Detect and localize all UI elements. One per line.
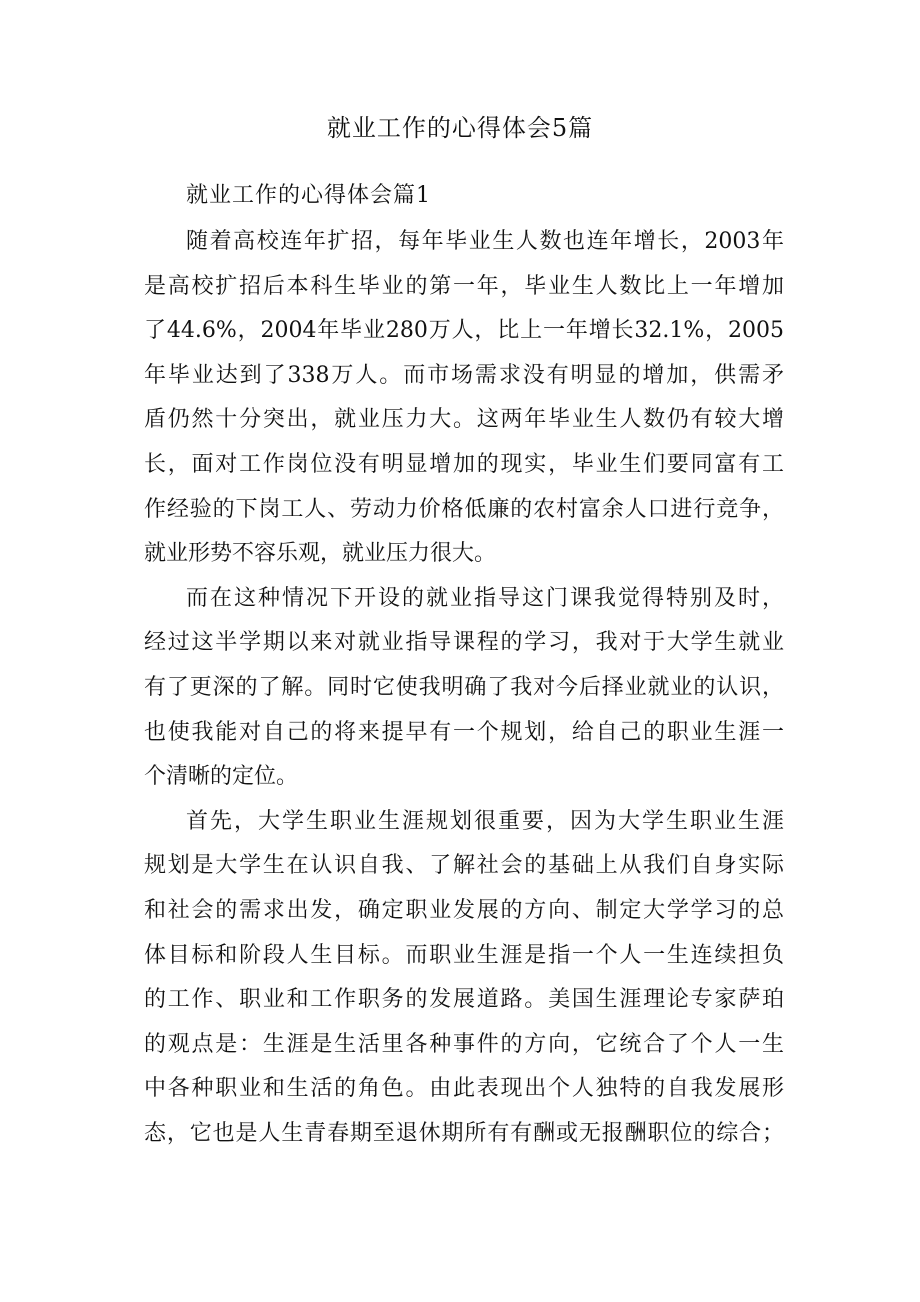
document-title: 就业工作的心得体会5篇 xyxy=(326,114,594,142)
text-line: 而在这种情况下开设的就业指导这门课我觉得特别及时， xyxy=(186,585,784,611)
text-line: 就业形势不容乐观，就业压力很大。 xyxy=(144,541,497,567)
text-line: 规划是大学生在认识自我、了解社会的基础上从我们自身实际 xyxy=(144,853,784,879)
text-line: 态，它也是人生青春期至退休期所有有酬或无报酬职位的综合； xyxy=(144,1120,784,1146)
paragraph-3 xyxy=(144,800,784,1157)
paragraph-1 xyxy=(144,220,784,577)
text-line: 盾仍然十分突出，就业压力大。这两年毕业生人数仍有较大增 xyxy=(144,407,784,433)
text-line: 长，面对工作岗位没有明显增加的现实，毕业生们要同富有工 xyxy=(144,451,784,477)
text-line: 体目标和阶段人生目标。而职业生涯是指一个人一生连续担负 xyxy=(144,942,784,968)
text-line: 的观点是：生涯是生活里各种事件的方向，它统合了个人一生 xyxy=(144,1031,784,1057)
paragraph-2 xyxy=(144,577,784,800)
document-body xyxy=(144,220,784,1156)
text-line: 中各种职业和生活的角色。由此表现出个人独特的自我发展形 xyxy=(144,1076,784,1102)
text-line: 作经验的下岗工人、劳动力价格低廉的农村富余人口进行竞争， xyxy=(144,496,784,522)
text-line: 了44.6%，2004年毕业280万人，比上一年增长32.1%，2005 xyxy=(144,318,784,344)
text-line: 有了更深的了解。同时它使我明确了我对今后择业就业的认识， xyxy=(144,674,784,700)
section-heading: 就业工作的心得体会篇1 xyxy=(186,183,431,208)
text-line: 是高校扩招后本科生毕业的第一年，毕业生人数比上一年增加 xyxy=(144,273,784,299)
text-line: 也使我能对自己的将来提早有一个规划，给自己的职业生涯一 xyxy=(144,719,784,745)
text-line: 的工作、职业和工作职务的发展道路。美国生涯理论专家萨珀 xyxy=(144,987,784,1013)
text-line: 首先，大学生职业生涯规划很重要，因为大学生职业生涯 xyxy=(186,808,784,834)
text-line: 经过这半学期以来对就业指导课程的学习，我对于大学生就业 xyxy=(144,630,784,656)
text-line: 和社会的需求出发，确定职业发展的方向、制定大学学习的总 xyxy=(144,897,784,923)
text-line: 个清晰的定位。 xyxy=(144,764,299,790)
text-line: 随着高校连年扩招，每年毕业生人数也连年增长，2003年 xyxy=(186,229,784,254)
text-line: 年毕业达到了338万人。而市场需求没有明显的增加，供需矛 xyxy=(144,362,784,388)
